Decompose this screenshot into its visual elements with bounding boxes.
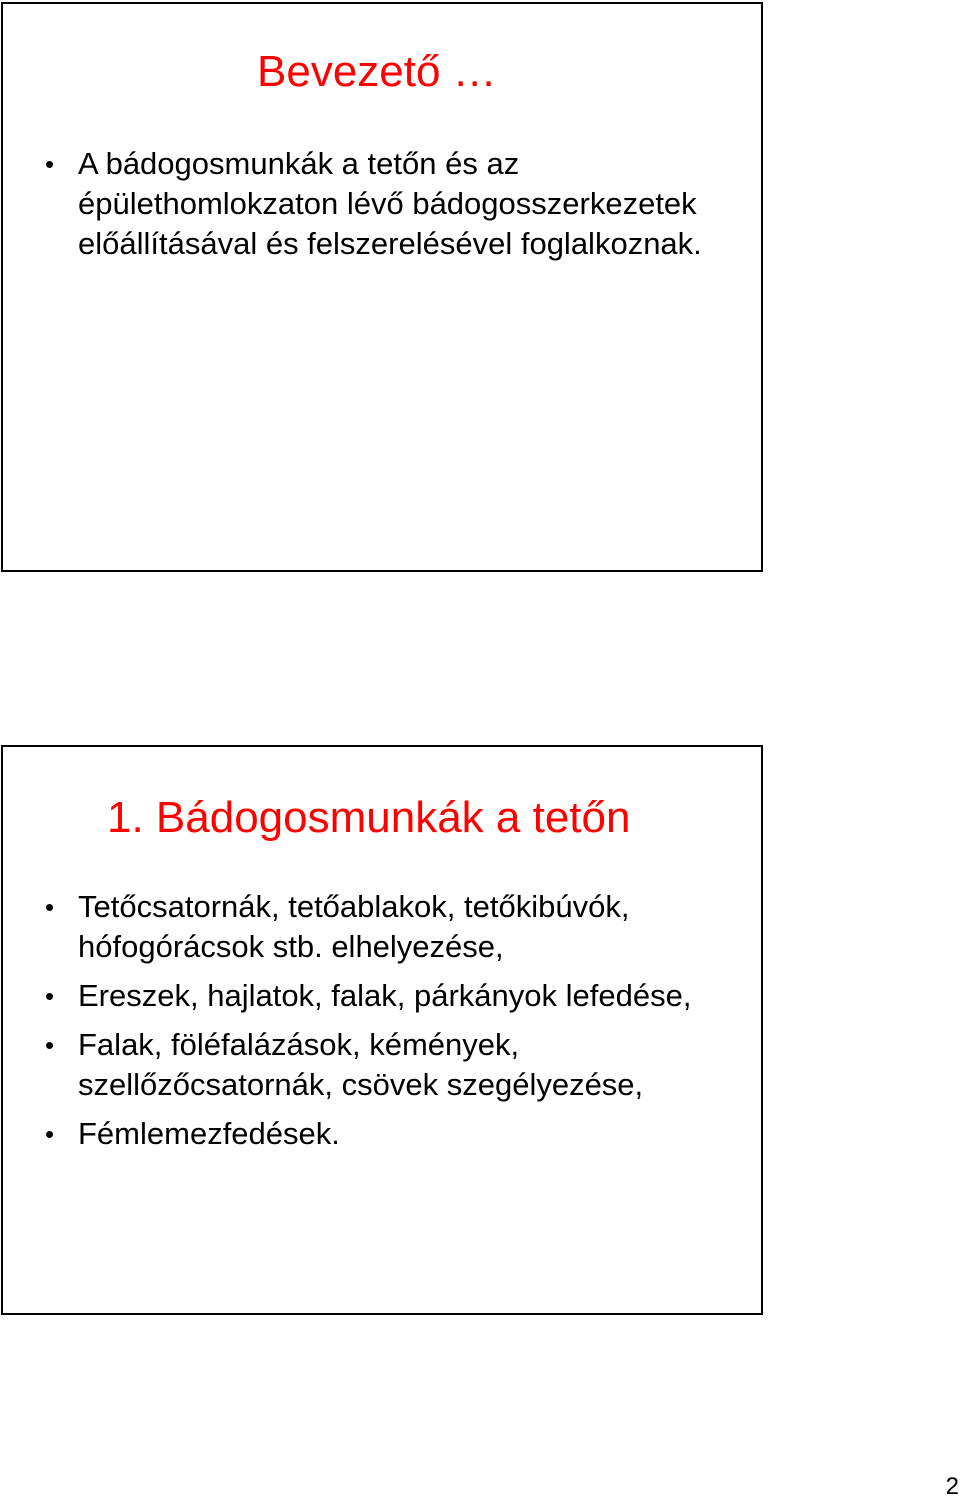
list-item [45, 144, 721, 264]
list-item [45, 976, 721, 1016]
list-item [45, 1025, 721, 1105]
bullet-icon: • [45, 149, 55, 179]
page-number: 2 [945, 1473, 959, 1500]
list-item [45, 1114, 721, 1154]
bullet-list [45, 144, 721, 273]
bullet-text: Tetőcsatornák, tetőablakok, tetőkibúvók, hófogórácsok stb. elhelyezése, [78, 889, 630, 964]
bullet-text: Ereszek, hajlatok, falak, párkányok lefedése, [78, 978, 692, 1013]
slide-title: Bevezető … [257, 47, 497, 96]
bullet-icon: • [45, 981, 55, 1011]
bullet-icon: • [45, 1119, 55, 1149]
bullet-text: Falak, föléfalázások, kémények, szellőzőcsatornák, csövek szegélyezése, [78, 1027, 644, 1102]
bullet-icon: • [45, 892, 55, 922]
slide-intro [1, 2, 763, 572]
list-item [45, 887, 721, 967]
bullet-icon: • [45, 1030, 55, 1060]
bullet-text: A bádogosmunkák a tetőn és az épülethomlokzaton lévő bádogosszerkezetek előállításával és felszerelésével foglalkoznak. [78, 146, 702, 261]
bullet-list [45, 887, 721, 1163]
slide-roof-work [1, 745, 763, 1315]
bullet-text: Fémlemezfedések. [78, 1116, 340, 1151]
slide-title: 1. Bádogosmunkák a tetőn [107, 793, 631, 842]
